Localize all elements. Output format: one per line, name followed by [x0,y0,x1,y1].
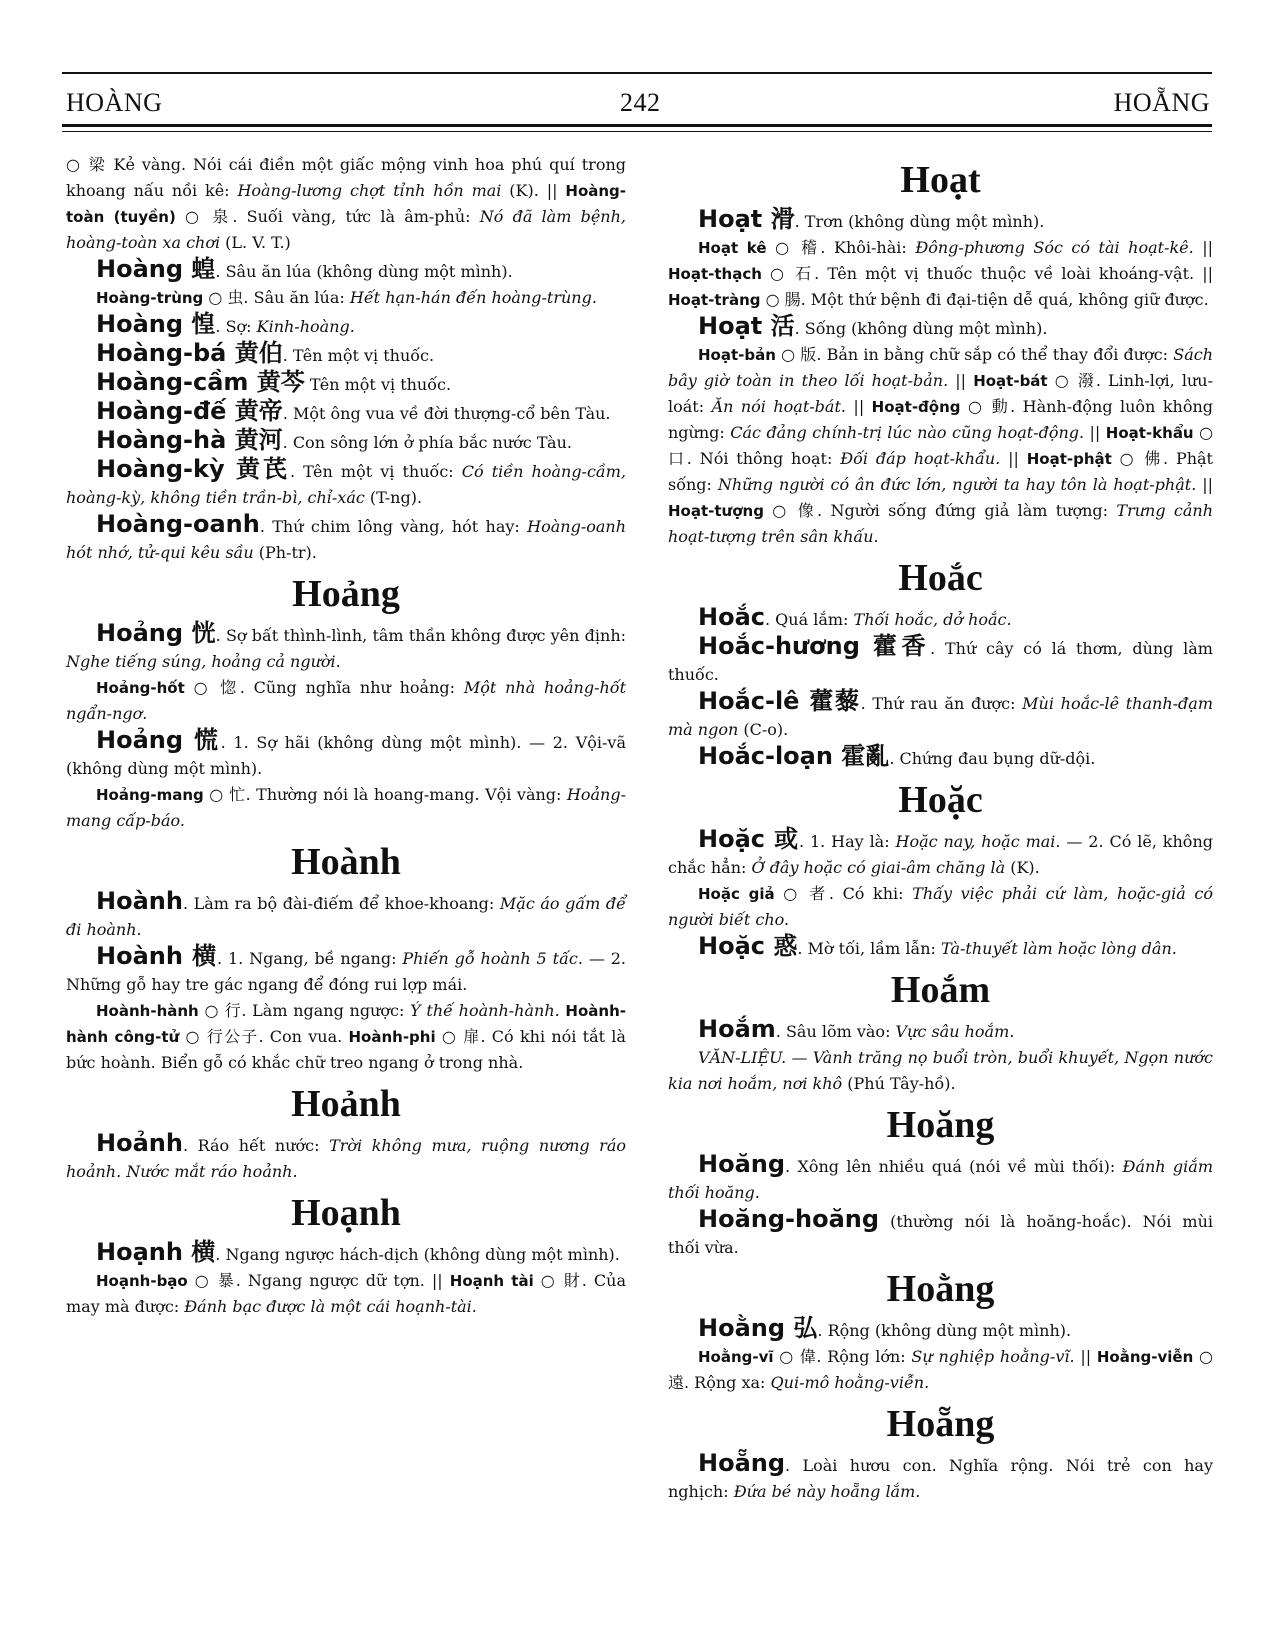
entry-text: ○ 口. Nói thông hoạt: [668,423,1214,468]
dictionary-entry [668,688,1213,743]
dictionary-entry [66,782,626,834]
dictionary-entry [66,256,626,285]
example-text: Phiến gỗ hoành 5 tấc. [402,949,583,968]
example-text: Kinh-hoàng. [256,317,355,336]
example-text: Ăn nói hoạt-bát. [711,397,846,416]
example-text: VĂN-LIỆU. — Vành trăng nọ buổi tròn, buổi khuyết, Ngọn nước kia nơi hoắm, nơi khô [668,1048,1213,1093]
subentry: Hoạt-bản [698,346,776,364]
entry-text: (thường nói là hoăng-hoắc). Nói mùi thối vừa. [668,1212,1213,1257]
entry-text: ○ 動. Hành-động luôn không ngừng: [668,397,1213,442]
dictionary-entry [66,398,626,427]
entry-text: . Một ông vua về đời thượng-cổ bên Tàu. [282,404,611,423]
headword: Hoăng [698,1150,786,1178]
headword: Hoàng-cầm 黄芩 [96,368,305,396]
dictionary-entry [66,1239,626,1268]
dictionary-entry [668,1315,1213,1344]
section-heading: Hoảnh [291,1083,401,1125]
entry-text: . 1. Ngang, bề ngang: [216,949,403,968]
entry-text: ○ 忙. Thường nói là hoang-mang. Vội vàng: [203,785,567,804]
section-heading: Hoắc [898,557,983,599]
example-text: Ý thế hoành-hành. [410,1001,560,1020]
headword: Hoàng-kỳ 黄芪 [96,455,290,483]
entry-text: . Loài hươu con. Nghĩa rộng. Nói trẻ con hay nghịch: [668,1456,1213,1501]
dictionary-entry [668,604,1213,633]
subentry: Hoảng-mang [96,786,204,804]
example-text: Trời không mưa, ruộng nương ráo hoảnh. Nước mắt ráo hoảnh. [66,1136,627,1181]
example-text: Đông-phương Sóc có tài hoạt-kê. [915,238,1194,257]
entry-text: ○ 佛. Phật sống: [668,449,1213,494]
section-heading: Hoạt [900,159,981,201]
headword: Hoắc-loạn 霍亂 [698,742,890,770]
entry-text: ○ 像. Người sống đứng giả làm tượng: [763,501,1117,520]
headword: Hoàng 惶 [96,310,216,338]
entry-text: ○ 偉. Rộng lớn: [773,1347,912,1366]
dictionary-entry [66,727,626,782]
example-text: Hoàng-lương chợt tỉnh hồn mai [237,181,502,200]
entry-text: (K). || [501,181,566,200]
example-text: Sách bây giờ toàn in theo lối hoạt-bản. [668,345,1213,390]
entry-text: || [1000,449,1027,468]
dictionary-entry [66,311,626,340]
top-rule [62,72,1212,74]
right-column [668,152,1213,1505]
example-text: Một nhà hoảng-hốt ngẩn-ngơ. [66,678,626,723]
dictionary-entry [668,1016,1213,1045]
dictionary-entry [668,933,1213,962]
dictionary-entry [66,152,626,256]
headword: Hoắc [698,603,765,631]
headword: Hoắc-hương 藿香 [698,632,931,660]
subentry: Hoành-hành [96,1002,199,1020]
example-text: Hoặc nay, hoặc mai. [895,832,1061,851]
headword: Hoành 横 [96,942,217,970]
subentry: Hoạt-thạch [668,265,762,283]
dictionary-entry [66,620,626,675]
subentry: Hoàng-trùng [96,289,204,307]
entry-text: ○ 版. Bản in bằng chữ sắp có thể thay đổi được: [775,345,1174,364]
entry-text: . Xông lên nhiều quá (nói về mùi thối): [785,1157,1123,1176]
example-text: Trưng cảnh hoạt-tượng trên sân khấu. [668,501,1213,546]
headword: Hoàng 蝗 [96,255,216,283]
entry-text: ○ 遠. Rộng xa: [668,1347,1214,1392]
entry-text: . Làm ra bộ đài-điếm để khoe-khoang: [182,894,500,913]
subentry: Hoạt-tràng [668,291,761,309]
running-head-left: HOÀNG [66,88,163,117]
subentry: Hoạt-khẩu [1105,424,1194,442]
entry-text: . Sâu lõm vào: [775,1022,896,1041]
dictionary-entry [66,369,626,398]
dictionary-entry [668,881,1213,933]
headword: Hoàng-đế 黄帝 [96,397,283,425]
example-text: Thấy việc phải cứ làm, hoặc-giả có người biết cho. [668,884,1213,929]
entry-text: . Trơn (không dùng một mình). [794,212,1045,231]
subentry: Hoằng-viễn [1096,1348,1194,1366]
entry-text: . Tên một vị thuốc. [282,346,435,365]
entry-text: . Sâu ăn lúa (không dùng một mình). [215,262,513,281]
headword: Hoàng-hà 黄河 [96,426,283,454]
example-text: Hoảng-mang cấp-báo. [66,785,626,830]
entry-text: ○ 行公子. Con vua. [179,1027,349,1046]
subentry: Hoành-hành công-tử [66,1002,626,1046]
headword: Hoàng-bá 黄伯 [96,339,283,367]
dictionary-entry [668,206,1213,235]
entry-text: . Rộng (không dùng một mình). [817,1321,1072,1340]
headword: Hoặc 惑 [698,932,798,960]
subentry: Hoạnh-bạo [96,1272,188,1290]
subentry: Hoạt-phật [1026,450,1112,468]
entry-text: ○ 惚. Cũng nghĩa như hoảng: [184,678,464,697]
example-text: Những người có ân đức lớn, người ta hay tôn là hoạt-phật. [717,475,1197,494]
dictionary-entry [668,235,1213,313]
dictionary-entry [66,511,626,566]
entry-text: (L. V. T.) [220,233,291,252]
entry-text: (K). [1005,858,1040,877]
entry-text: ○ 者. Có khi: [774,884,913,903]
example-text: Hoàng-oanh hót nhớ, tử-qui kêu sầu [66,517,626,562]
subentry: Hoạt-tượng [668,502,764,520]
entry-text: || [1074,1347,1097,1366]
subentry: Hoạt-bát [973,372,1048,390]
entry-text: . Tên một vị thuốc: [289,462,462,481]
entry-text: — 2. Có lẽ, không chắc hẳn: [668,832,1213,877]
entry-text: . Con sông lớn ở phía bắc nước Tàu. [282,433,572,452]
entry-text: . Sống (không dùng một mình). [794,319,1048,338]
entry-text: ○ 行. Làm ngang ngược: [198,1001,411,1020]
headword: Hoành [96,887,183,915]
headword: Hoàng-oanh [96,510,260,538]
entry-text: . Thứ rau ăn được: [860,694,1023,713]
entry-text: . Thứ chim lông vàng, hót hay: [259,517,528,536]
example-text: Nghe tiếng súng, hoảng cả người. [66,652,341,671]
example-text: Vực sâu hoắm. [895,1022,1015,1041]
section-heading: Hoạnh [291,1192,401,1234]
entry-text: || [845,397,872,416]
example-text: Nó đã làm bệnh, hoàng-toàn xa chơi [66,207,626,252]
example-text: Đối đáp hoạt-khẩu. [840,449,1001,468]
dictionary-entry [66,427,626,456]
header-rule-thick [62,124,1212,127]
section-heading: Hoắm [890,969,991,1011]
section-heading: Hoẵng [886,1403,995,1445]
entry-text: ○ 腸. Một thứ bệnh đi đại-tiện dễ quá, không giữ được. [760,290,1209,309]
dictionary-entry [668,1045,1213,1097]
headword: Hoằng 弘 [698,1314,818,1342]
running-head-right: HOẴNG [1113,88,1210,117]
dictionary-entry [66,285,626,311]
section-heading: Hoăng [886,1104,995,1146]
headword: Hoăng-hoăng [698,1205,880,1233]
entry-text: ○ 虫. Sâu ăn lúa: [203,288,350,307]
entry-text: . Thứ cây có lá thơm, dùng làm thuốc. [668,639,1213,684]
dictionary-entry [66,998,626,1076]
section-heading: Hoành [291,841,401,883]
dictionary-entry [66,888,626,943]
example-text: Các đảng chính-trị lúc nào cũng hoạt-động. [730,423,1085,442]
headword: Hoạnh 横 [96,1238,216,1266]
entry-text: (Phú Tây-hồ). [842,1074,956,1093]
headword: Hoảnh [96,1129,183,1157]
entry-text: || [948,371,974,390]
header-rule-thin [62,131,1212,132]
dictionary-entry [66,340,626,369]
entry-text: ○ 梁 Kẻ vàng. Nói cái điền một giấc mộng vinh hoa phú quí trong khoang nấu nồi kê: [66,155,626,200]
headword: Hoặc 或 [698,825,799,853]
dictionary-entry [66,456,626,511]
entry-text: Tên một vị thuốc. [304,375,452,394]
dictionary-entry [668,1450,1213,1505]
entry-text: . Quá lắm: [765,610,854,629]
dictionary-entry [668,633,1213,688]
headword: Hoắc-lê 藿藜 [698,687,861,715]
entry-text: (T-ng). [364,488,423,507]
entry-text: . Sợ bất thình-lình, tâm thần không được yên định: [215,626,627,645]
example-text: Thối hoắc, dở hoắc. [853,610,1012,629]
subentry: Hoành-phi [348,1028,436,1046]
dictionary-entry [668,1151,1213,1206]
dictionary-entry [668,1344,1213,1396]
example-text: Sự nghiệp hoằng-vĩ. [911,1347,1075,1366]
headword: Hoạt 活 [698,312,795,340]
entry-text: . Ráo hết nước: [182,1136,330,1155]
example-text: Đánh giắm thối hoăng. [668,1157,1214,1202]
entry-text: (C-o). [738,720,789,739]
dictionary-entry [668,826,1213,881]
entry-text: || [1196,475,1214,494]
entry-text: || [1193,238,1213,257]
section-heading: Hoằng [886,1268,995,1310]
entry-text: . 1. Sợ hãi (không dùng một mình). — 2. Vội-vã (không dùng một mình). [66,733,626,778]
dictionary-entry [668,743,1213,772]
entry-text: (Ph-tr). [253,543,317,562]
headword: Hoảng 慌 [96,726,221,754]
section-heading: Hoặc [898,779,983,821]
example-text: Đánh bạc được là một cái hoạnh-tài. [184,1297,477,1316]
dictionary-entry [66,943,626,998]
entry-text: — 2. Những gỗ hay tre gác ngang để đóng rui lợp mái. [66,949,627,994]
subentry: Hoặc giả [698,885,775,903]
dictionary-entry [668,313,1213,342]
entry-text: ○ 扉. Có khi nói tắt là bức hoành. Biển gỗ có khắc chữ treo ngang ở trong nhà. [66,1027,626,1072]
subentry: Hoảng-hốt [96,679,185,697]
entry-text: . Mờ tối, lầm lẫn: [797,939,942,958]
entry-text: . Sợ: [215,317,257,336]
entry-text: ○ 暴. Ngang ngược dữ tợn. || [187,1271,450,1290]
entry-text: ○ 潑. Linh-lợi, lưu-loát: [668,371,1214,416]
entry-text: || [1084,423,1106,442]
headword: Hoẵng [698,1449,786,1477]
subentry: Hoạt kê [698,239,767,257]
entry-text: . 1. Hay là: [798,832,896,851]
subentry: Hoàng-toàn (tuyền) [66,182,627,226]
subentry: Hoằng-vĩ [698,1348,774,1366]
headword: Hoảng 恍 [96,619,216,647]
entry-text: ○ 稽. Khôi-hài: [766,238,916,257]
example-text: Đứa bé này hoẵng lắm. [733,1482,921,1501]
example-text: Ở đây hoặc có giai-âm chăng là [751,858,1006,877]
subentry: Hoạnh tài [449,1272,534,1290]
dictionary-entry [668,1206,1213,1261]
page-number: 242 [620,88,661,117]
subentry: Hoạt-động [871,398,961,416]
dictionary-entry [66,675,626,727]
dictionary-entry [66,1130,626,1185]
entry-text: ○ 石. Tên một vị thuốc thuộc về loài khoáng-vật. || [761,264,1213,283]
left-column [66,152,626,1320]
example-text: Có tiền hoàng-cầm, hoàng-kỳ, không tiền trần-bì, chỉ-xác [66,462,626,507]
example-text: Hết hạn-hán đến hoàng-trùng. [349,288,597,307]
section-heading: Hoảng [292,573,400,615]
entry-text: . Chứng đau bụng dữ-dội. [889,749,1096,768]
headword: Hoắm [698,1015,776,1043]
entry-text: ○ 財. Của may mà được: [66,1271,626,1316]
dictionary-entry [668,342,1213,550]
example-text: Mặc áo gấm để đi hoành. [66,894,626,939]
headword: Hoạt 滑 [698,205,795,233]
example-text: Mùi hoắc-lê thanh-đạm mà ngon [668,694,1213,739]
entry-text: ○ 泉. Suối vàng, tức là âm-phủ: [175,207,480,226]
dictionary-entry [66,1268,626,1320]
entry-text: . Ngang ngược hách-dịch (không dùng một mình). [215,1245,620,1264]
example-text: Tà-thuyết làm hoặc lòng dân. [941,939,1177,958]
example-text: Qui-mô hoằng-viễn. [770,1373,930,1392]
